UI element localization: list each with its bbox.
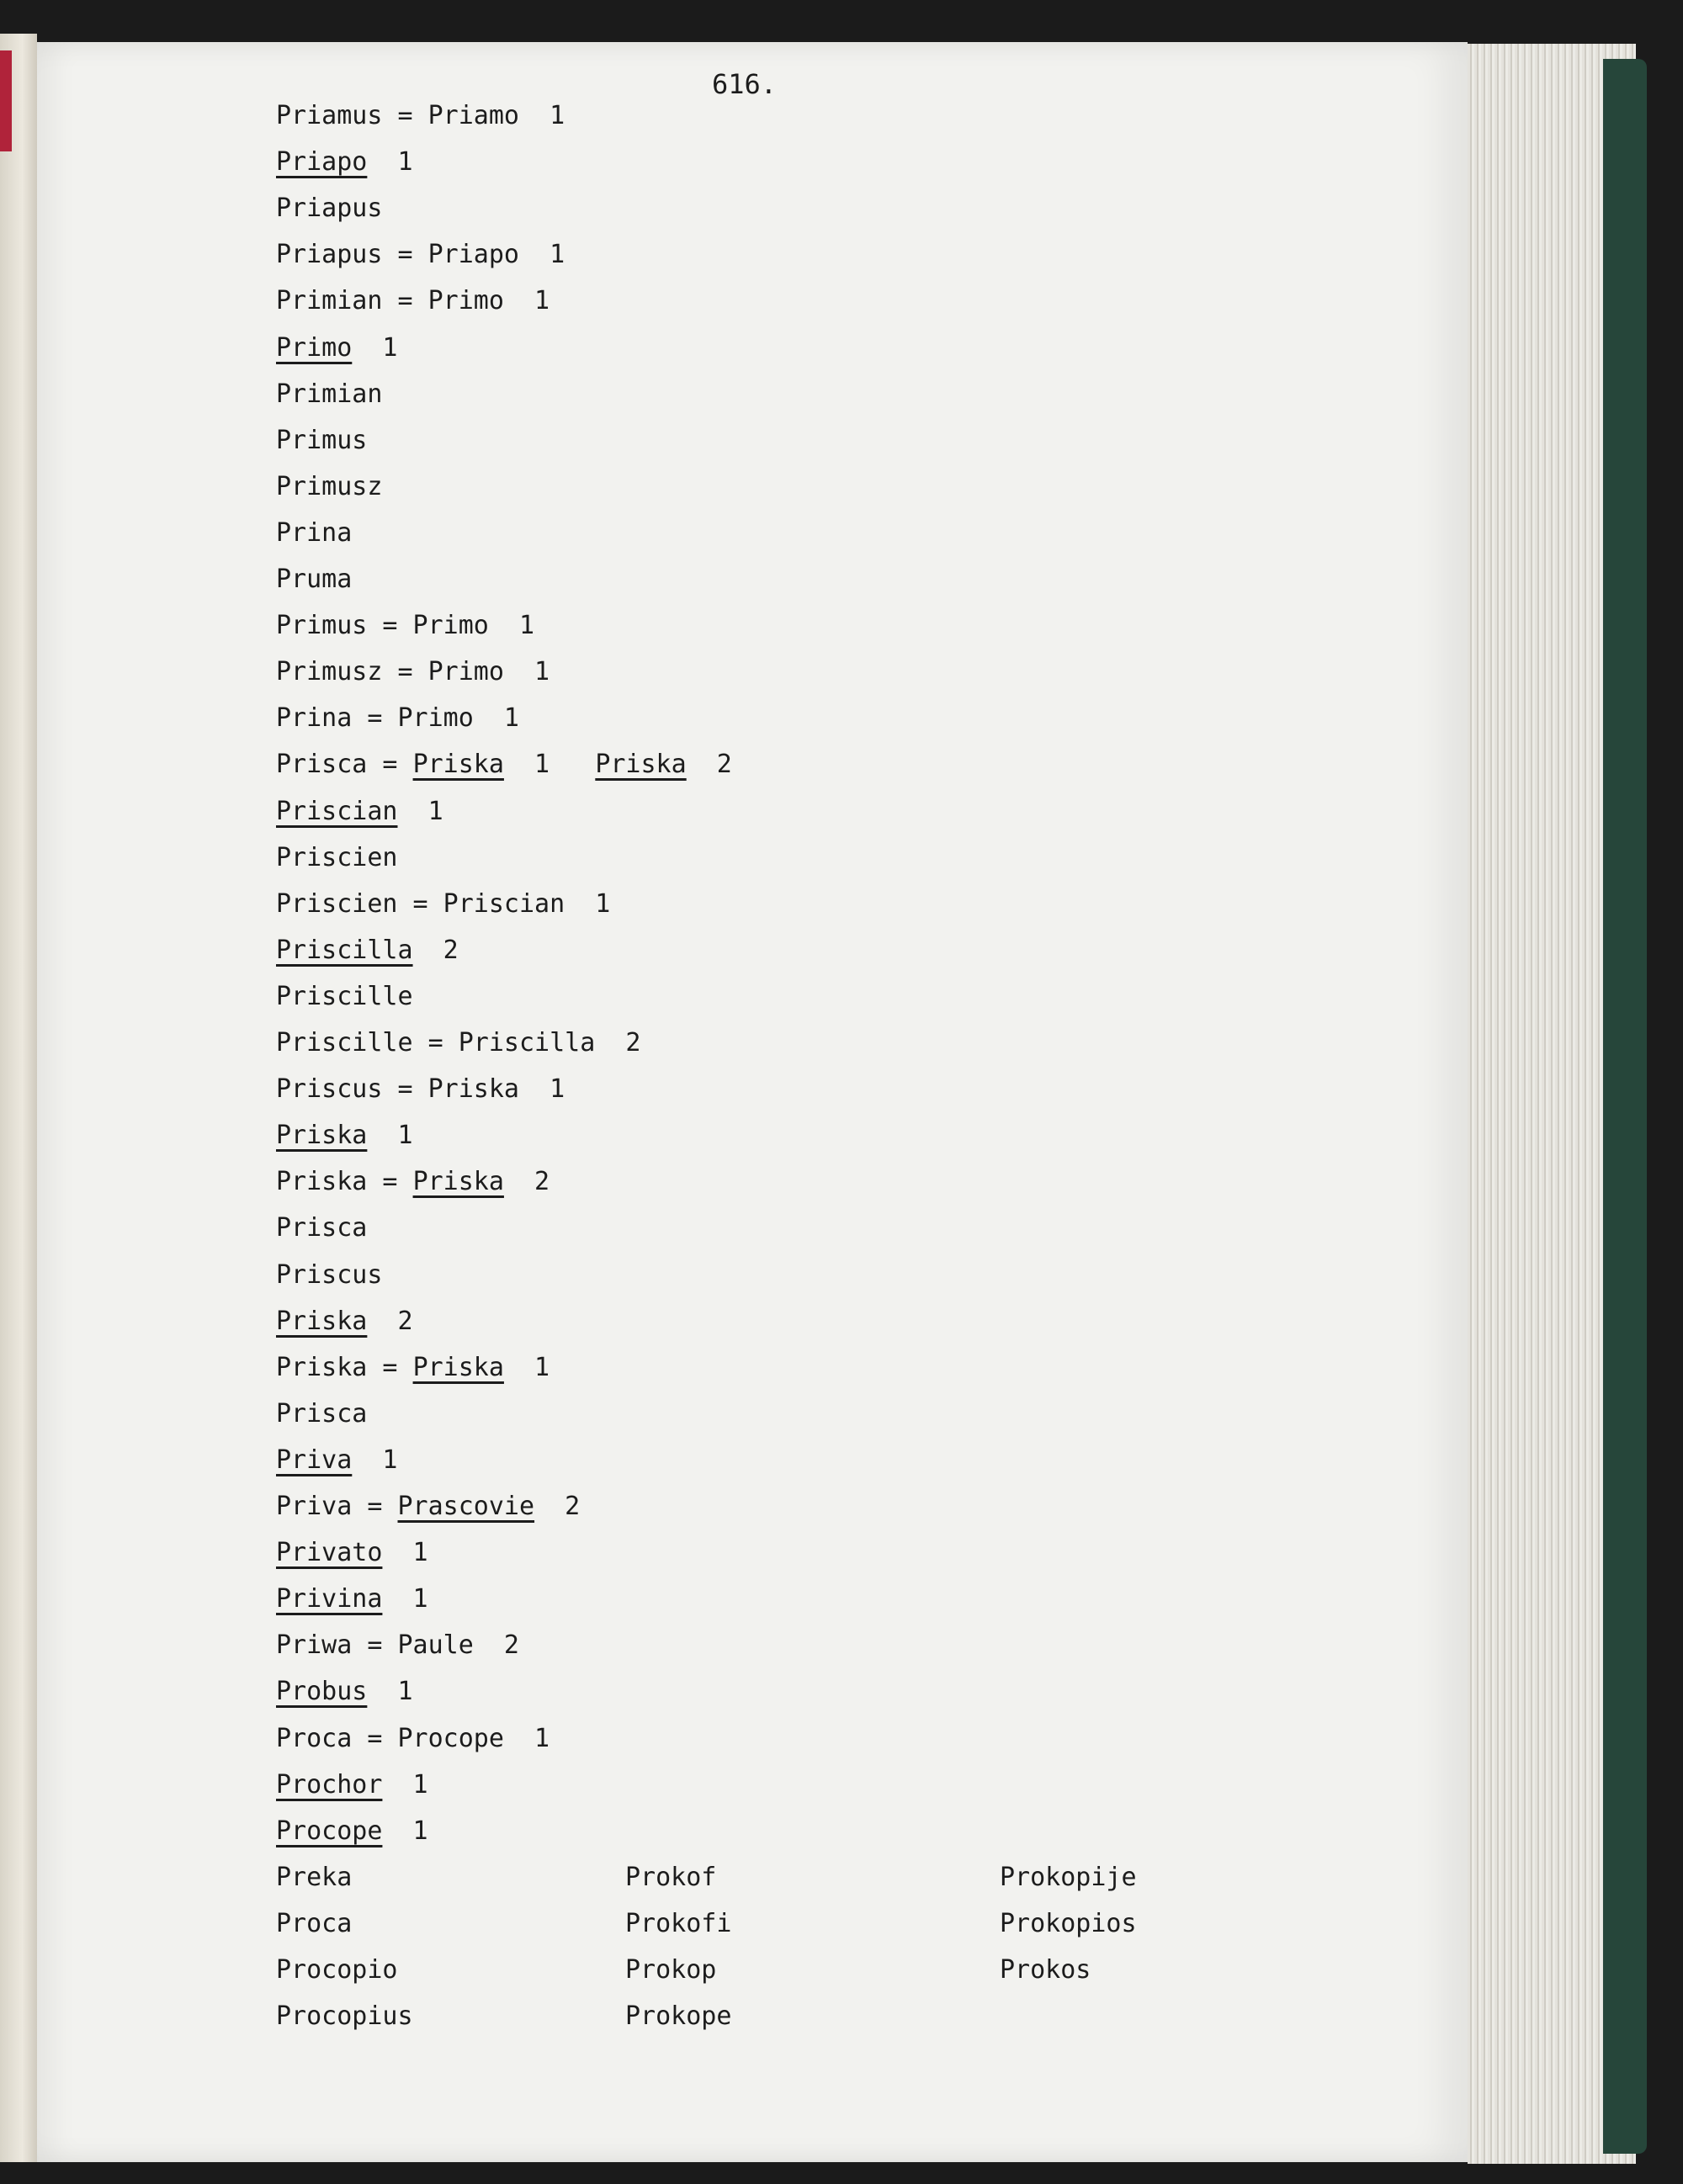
variant-name: Preka [276, 1863, 353, 1892]
underlined-name: Priska [412, 1167, 504, 1196]
entry-text: 2 [503, 1167, 550, 1196]
index-entry [276, 1351, 549, 1385]
variant-name: Prokope [625, 2001, 732, 2031]
entry-text: Primus [276, 426, 368, 455]
index-entry [276, 146, 413, 179]
spine-ribbon [0, 50, 12, 151]
index-entry [276, 1444, 398, 1477]
variant-name: Prokos [1000, 1955, 1091, 1985]
index-entry [276, 1768, 428, 1802]
variant-name: Prokopije [1000, 1863, 1137, 1892]
entry-text: 2 [412, 936, 459, 965]
index-entry [276, 1119, 413, 1153]
index-entry [276, 1073, 565, 1106]
entry-text: Priapus [276, 193, 383, 223]
underlined-name: Primo [276, 333, 353, 363]
index-entry [276, 563, 352, 596]
entry-text: Proca = Procope 1 [276, 1724, 550, 1753]
entry-text: Priapus = Priapo 1 [276, 240, 565, 269]
index-entry [276, 888, 610, 921]
underlined-name: Procope [276, 1816, 383, 1846]
index-entry [276, 378, 382, 411]
entry-text: Priscus = Priska 1 [276, 1074, 565, 1104]
variant-name: Prokof [625, 1863, 717, 1892]
index-entry [276, 609, 534, 643]
variant-name: Procopius [276, 2001, 413, 2031]
entry-text: Prisca [276, 1399, 368, 1429]
entry-text: 1 [382, 1770, 428, 1800]
index-entry [276, 238, 565, 272]
index-entry [276, 1815, 428, 1848]
variant-name: Prokofi [625, 1909, 732, 1938]
entry-text: Priscus [276, 1260, 383, 1290]
entry-text: 1 [503, 750, 596, 779]
index-entry [276, 1675, 413, 1709]
entry-text: Priska = [276, 1353, 413, 1382]
entry-text: Primian [276, 379, 383, 409]
underlined-name: Priscian [276, 797, 398, 826]
entry-text: 1 [503, 1353, 550, 1382]
entry-text: Priscien [276, 843, 398, 872]
book-cover [1603, 59, 1647, 2154]
index-entry [276, 331, 398, 365]
underlined-name: Privato [276, 1538, 383, 1567]
underlined-name: Priva [276, 1445, 353, 1475]
entry-text: 2 [367, 1307, 413, 1336]
index-entry [276, 470, 382, 504]
entry-text: Pruma [276, 565, 353, 594]
entry-text: 1 [397, 797, 443, 826]
index-entry [276, 192, 382, 225]
index-entry [276, 1397, 367, 1431]
underlined-name: Prascovie [397, 1492, 535, 1521]
entry-text: 2 [534, 1492, 581, 1521]
entry-text: Priamus = Priamo 1 [276, 101, 565, 130]
entry-text: Priwa = Paule 2 [276, 1630, 519, 1660]
entry-text: 1 [367, 1121, 413, 1150]
index-entry [276, 99, 565, 133]
left-page-edge [0, 34, 37, 2162]
index-entry [276, 517, 352, 550]
index-entry [276, 702, 519, 735]
entry-text: 1 [367, 147, 413, 177]
entry-text: Prisca = [276, 750, 413, 779]
book-page [37, 42, 1468, 2162]
entry-text: Priva = [276, 1492, 398, 1521]
entry-text: Prina [276, 518, 353, 548]
entry-text: 1 [352, 1445, 398, 1475]
entry-text: Primian = Primo 1 [276, 286, 550, 315]
underlined-name: Probus [276, 1677, 368, 1706]
index-entry [276, 1490, 580, 1524]
index-entry [276, 284, 549, 318]
entry-text: 1 [382, 1584, 428, 1614]
index-entry [276, 841, 398, 875]
index-entry [276, 795, 443, 829]
page-number: 616. [712, 68, 778, 100]
underlined-name: Priska [276, 1307, 368, 1336]
underlined-name: Privina [276, 1584, 383, 1614]
entry-text: Priska = [276, 1167, 413, 1196]
variant-name: Prokop [625, 1955, 717, 1985]
entry-text: Priscille = Priscilla 2 [276, 1028, 641, 1058]
entry-text: Prina = Primo 1 [276, 703, 519, 733]
entry-text: Primusz = Primo 1 [276, 657, 550, 686]
index-entry [276, 1582, 428, 1616]
index-entry [276, 934, 459, 967]
entry-text: 2 [686, 750, 732, 779]
index-entry [276, 980, 413, 1014]
index-entry [276, 424, 367, 458]
index-entry [276, 1026, 640, 1060]
entry-text: Priscien = Priscian 1 [276, 889, 611, 919]
underlined-name: Priscilla [276, 936, 413, 965]
entry-text: 1 [367, 1677, 413, 1706]
variant-name: Proca [276, 1909, 353, 1938]
index-entry [276, 1305, 413, 1338]
underlined-name: Prochor [276, 1770, 383, 1800]
index-entry [276, 748, 732, 782]
index-entry [276, 1211, 367, 1245]
entry-text: Prisca [276, 1213, 368, 1243]
underlined-name: Priska [595, 750, 687, 779]
entry-text: Primusz [276, 472, 383, 501]
index-entry [276, 1536, 428, 1570]
entry-text: 1 [382, 1816, 428, 1846]
index-entry [276, 1629, 519, 1662]
underlined-name: Priska [276, 1121, 368, 1150]
variant-name: Procopio [276, 1955, 398, 1985]
entry-text: 1 [352, 333, 398, 363]
entry-text: Primus = Primo 1 [276, 611, 535, 640]
entry-text: 1 [382, 1538, 428, 1567]
index-entry [276, 1722, 549, 1756]
underlined-name: Priska [412, 1353, 504, 1382]
entry-text: Priscille [276, 982, 413, 1011]
index-entry [276, 655, 549, 689]
underlined-name: Priska [412, 750, 504, 779]
underlined-name: Priapo [276, 147, 368, 177]
index-entry [276, 1165, 549, 1199]
index-entry [276, 1259, 382, 1292]
variant-name: Prokopios [1000, 1909, 1137, 1938]
